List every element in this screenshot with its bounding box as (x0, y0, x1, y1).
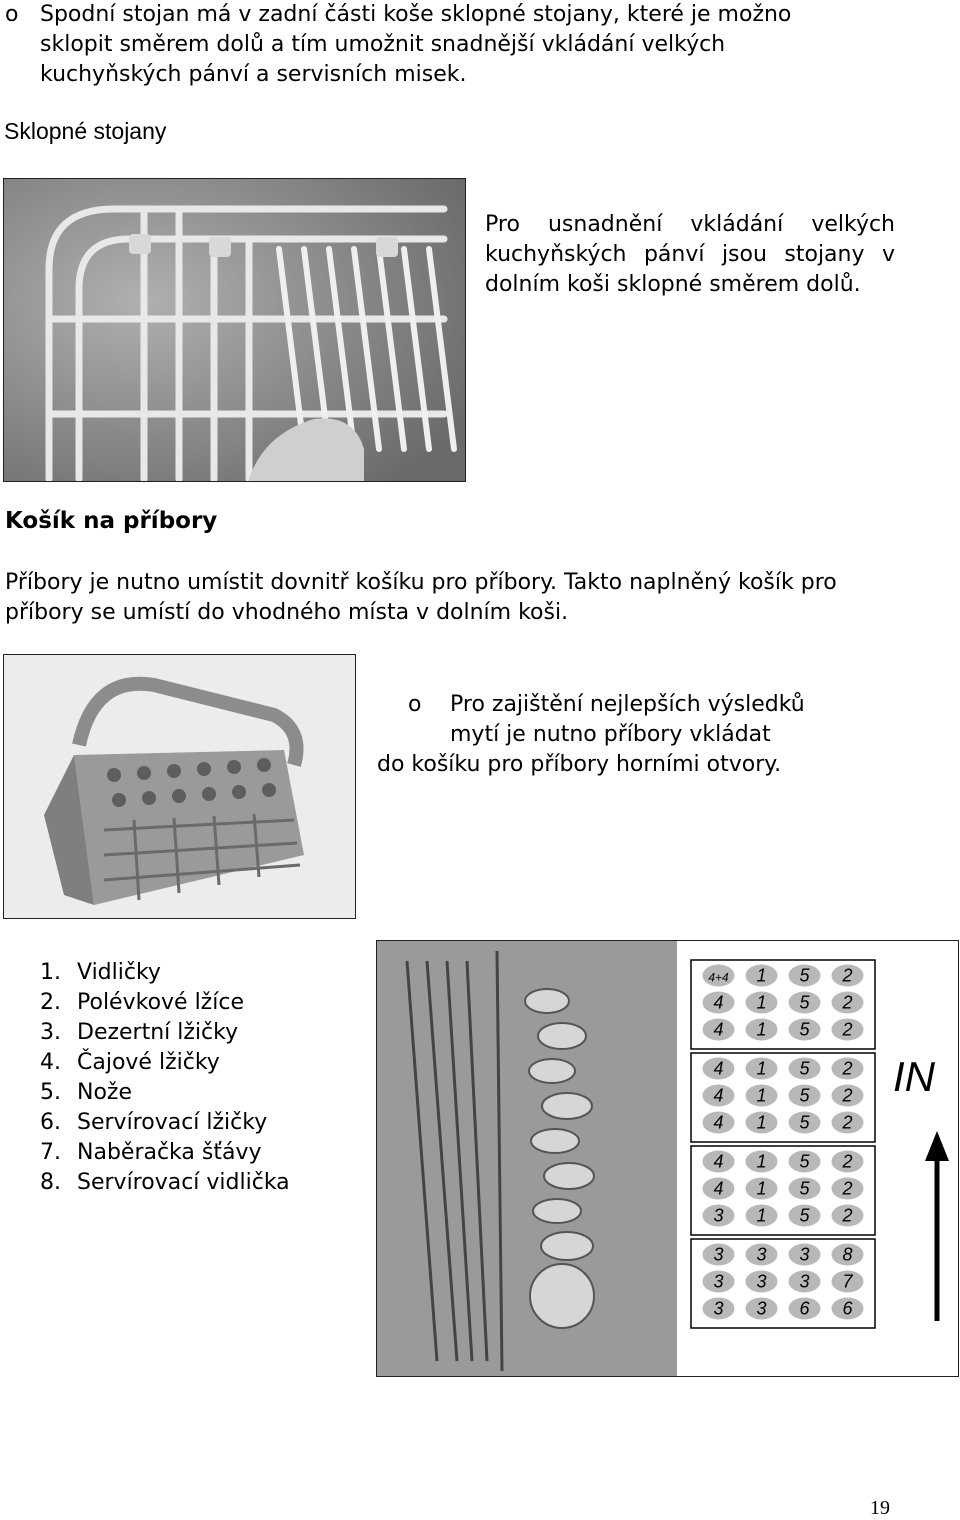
basket-note-line: mytí je nutno příbory vkládat (450, 722, 771, 747)
list-item: 4. Čajové lžičky (40, 1050, 220, 1075)
intro-paragraph: Spodní stojan má v zadní části koše sklopné stojany, které je možno sklopit směrem dolů a tím umožnit snadnější vkládání velkých kuchyňských pánví a servisních misek. (40, 2, 792, 87)
grid-slot-label: 4 (713, 992, 724, 1013)
basket-note-line: do košíku pro příbory horními otvory. (377, 752, 782, 777)
grid-slot-label: 1 (756, 1019, 767, 1040)
basket-paragraph: Příbory je nutno umístit dovnitř košíku pro příbory. Takto naplněný košík pro příbory se umístí do vhodného místa v dolním koši. (5, 570, 837, 625)
grid-slot-label: 1 (756, 1151, 767, 1172)
cutlery-basket-illustration (4, 655, 356, 919)
grid-slot-label: 4 (713, 1151, 724, 1172)
grid-slot-label: 5 (799, 1205, 810, 1226)
basket-photo (3, 654, 356, 919)
rack-description: Pro usnadnění vkládání velkých kuchyňských pánví jsou stojany v dolním koši sklopné směrem dolů. (485, 212, 895, 297)
grid-slot-label: 4 (713, 1019, 724, 1040)
grid-slot-label: 5 (799, 992, 810, 1013)
placement-grid (691, 960, 875, 1328)
rack-photo (3, 178, 466, 482)
list-item: 5. Nože (40, 1080, 132, 1105)
grid-slot-label: 7 (842, 1271, 853, 1292)
list-item: 3. Dezertní lžičky (40, 1020, 239, 1045)
grid-slot-label: 2 (842, 1085, 853, 1106)
grid-slot-label: 6 (842, 1298, 853, 1319)
grid-slot-label: 4 (713, 1112, 724, 1133)
grid-slot-label: 3 (713, 1205, 724, 1226)
arrow-up-icon (925, 1131, 949, 1321)
grid-slot-label: 2 (842, 1058, 853, 1079)
cutlery-layout-illustration (377, 941, 959, 1377)
grid-slot-label: 2 (842, 992, 853, 1013)
grid-slot-label: 1 (756, 1112, 767, 1133)
grid-slot-label: 5 (799, 1112, 810, 1133)
grid-slot-label: 5 (799, 1058, 810, 1079)
list-item: 7. Naběračka šťávy (40, 1140, 262, 1165)
grid-slot-label: 2 (842, 1112, 853, 1133)
grid-slot-label: 1 (756, 1085, 767, 1106)
rack-caption: Sklopné stojany (4, 118, 167, 144)
grid-slot-label: 4 (713, 1058, 724, 1079)
basket-note-line: Pro zajištění nejlepších výsledků (450, 692, 805, 717)
grid-slot-label: 2 (842, 1178, 853, 1199)
grid-slot-label: 4 (713, 1085, 724, 1106)
list-item: 1. Vidličky (40, 960, 161, 985)
grid-slot-label: 5 (799, 965, 810, 986)
grid-slot-label: 4+4 (708, 970, 729, 985)
cutlery-layout-photo (376, 940, 959, 1377)
grid-slot-label: 1 (756, 965, 767, 986)
list-item: 8. Servírovací vidlička (40, 1170, 290, 1195)
direction-label: IN (893, 1053, 935, 1100)
bullet-marker: o (408, 692, 422, 717)
grid-slot-label: 3 (756, 1244, 767, 1265)
grid-slot-label: 3 (756, 1271, 767, 1292)
grid-slot-label: 4 (713, 1178, 724, 1199)
grid-slot-label: 5 (799, 1019, 810, 1040)
list-item: 6. Servírovací lžičky (40, 1110, 268, 1135)
grid-slot-label: 3 (756, 1298, 767, 1319)
grid-slot-label: 8 (842, 1244, 853, 1265)
grid-slot-label: 3 (713, 1271, 724, 1292)
grid-slot-label: 3 (713, 1298, 724, 1319)
bullet-marker: o (5, 2, 19, 27)
cutlery-list (40, 958, 290, 1198)
grid-slot-label: 5 (799, 1085, 810, 1106)
grid-slot-label: 2 (842, 1019, 853, 1040)
grid-slot-label: 5 (799, 1151, 810, 1172)
grid-slot-label: 2 (842, 1151, 853, 1172)
page-number: 19 (870, 1497, 890, 1519)
section-heading: Košík na příbory (5, 508, 218, 534)
grid-slot-label: 1 (756, 1058, 767, 1079)
grid-slot-label: 1 (756, 1205, 767, 1226)
grid-slot-label: 3 (713, 1244, 724, 1265)
grid-slot-label: 3 (799, 1271, 810, 1292)
grid-slot-label: 1 (756, 1178, 767, 1199)
grid-slot-label: 2 (842, 965, 853, 986)
grid-slot-label: 1 (756, 992, 767, 1013)
rack-illustration (4, 179, 466, 482)
grid-slot-label: 2 (842, 1205, 853, 1226)
grid-slot-label: 3 (799, 1244, 810, 1265)
grid-slot-label: 6 (799, 1298, 810, 1319)
grid-slot-label: 5 (799, 1178, 810, 1199)
list-item: 2. Polévkové lžíce (40, 990, 244, 1015)
